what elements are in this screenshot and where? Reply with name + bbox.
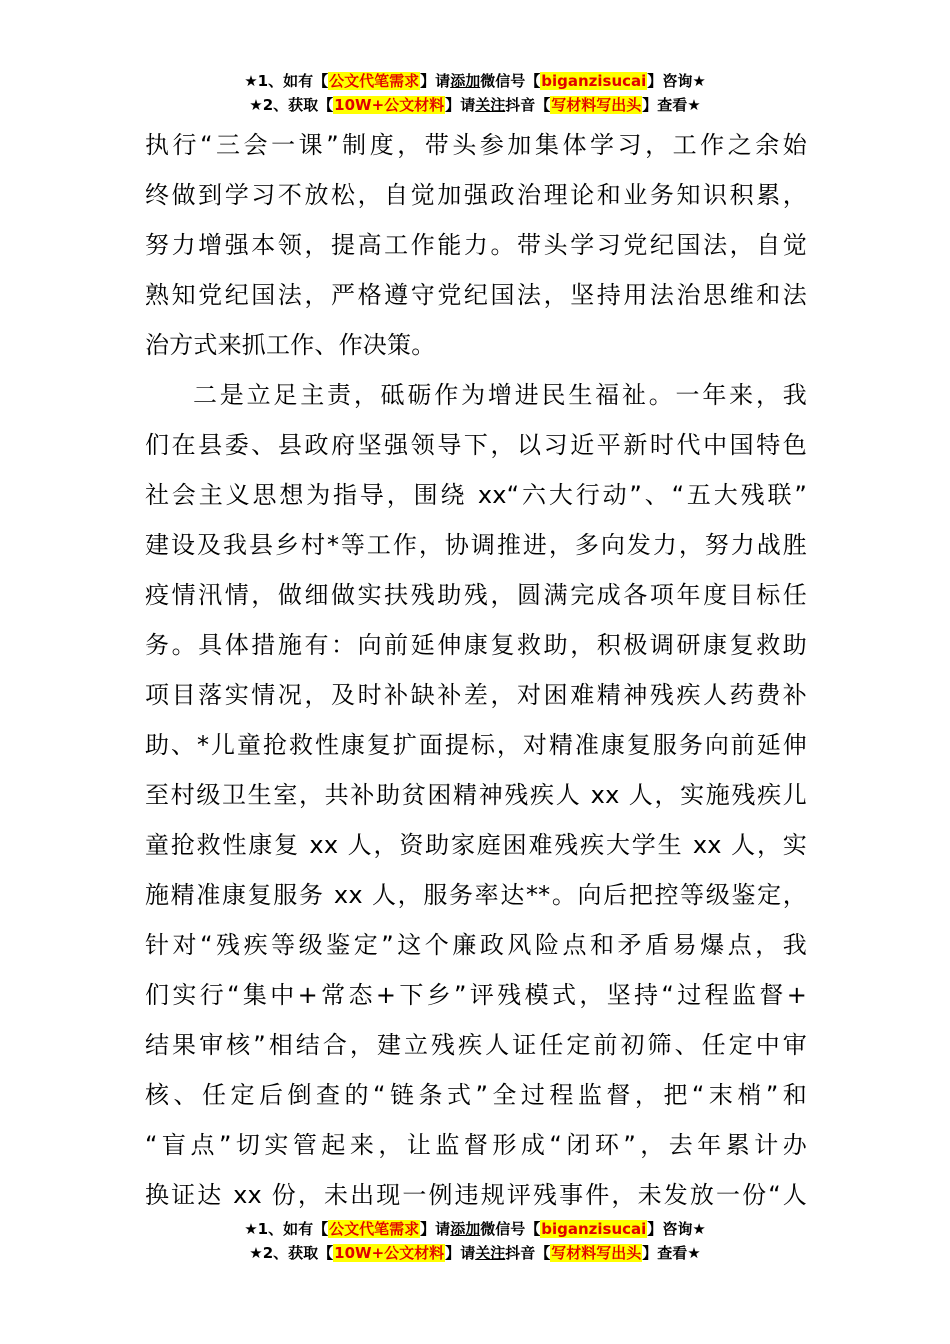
banner-text: ★2、获取 xyxy=(249,1244,319,1262)
bracket: 】 xyxy=(642,1244,658,1262)
banner-text: ★2、获取 xyxy=(249,96,319,114)
text-line: 核、任定后倒查的“链条式”全过程监督，把“末梢”和 xyxy=(145,1081,807,1109)
underlined-text: 添加 xyxy=(450,72,481,90)
text-line: 童抢救性康复 xx 人，资助家庭困难残疾大学生 xx 人，实 xyxy=(145,831,807,859)
banner-text: 请 xyxy=(460,96,476,114)
text-line: 项目落实情况，及时补缺补差，对困难精神残疾人药费补 xyxy=(145,681,807,709)
banner-text: 请 xyxy=(435,72,451,90)
banner-text: 抖音 xyxy=(505,1244,536,1262)
banner-text: ★1、如有 xyxy=(244,72,314,90)
text-line: 建设及我县乡村*等工作，协调推进，多向发力，努力战胜 xyxy=(145,531,807,559)
highlight-materials: 10W+公文材料 xyxy=(334,96,445,114)
banner-text: 抖音 xyxy=(505,96,536,114)
text-line: 施精准康复服务 xx 人，服务率达**。向后把控等级鉴定， xyxy=(145,881,807,909)
bracket: 】 xyxy=(420,1220,436,1238)
bracket: 】 xyxy=(647,1220,663,1238)
highlight-douyin-account: 写材料写出头 xyxy=(551,1244,642,1262)
highlight-wechat-id: biganzisucai xyxy=(541,72,647,90)
bracket: 】 xyxy=(647,72,663,90)
bracket: 】 xyxy=(445,96,461,114)
bracket: 【 xyxy=(318,96,334,114)
text-line: “盲点”切实管起来，让监督形成“闭环”，去年累计办 xyxy=(145,1131,807,1159)
highlight-service: 公文代笔需求 xyxy=(329,72,420,90)
banner-text: 微信号 xyxy=(480,72,526,90)
text-line: 社会主义思想为指导，围绕 xx“六大行动”、“五大残联” xyxy=(145,481,807,509)
bracket: 【 xyxy=(535,96,551,114)
highlight-service: 公文代笔需求 xyxy=(329,1220,420,1238)
text-line: 执行“三会一课”制度，带头参加集体学习，工作之余始 xyxy=(145,131,807,159)
text-line: 助、*儿童抢救性康复扩面提标，对精准康复服务向前延伸 xyxy=(145,731,807,759)
bracket: 【 xyxy=(313,1220,329,1238)
underlined-text: 关注 xyxy=(475,96,506,114)
banner-line-2 xyxy=(0,94,950,118)
underlined-text: 关注 xyxy=(475,1244,506,1262)
highlight-materials: 10W+公文材料 xyxy=(334,1244,445,1262)
underlined-text: 添加 xyxy=(450,1220,481,1238)
banner-line-2 xyxy=(0,1242,950,1266)
banner-text: 微信号 xyxy=(480,1220,526,1238)
banner-line-1 xyxy=(0,1218,950,1242)
banner-line-1 xyxy=(0,70,950,94)
paragraph-start-line: 二是立足主责，砥砺作为增进民生福祉。一年来，我 xyxy=(193,381,807,409)
banner-text: 查看★ xyxy=(657,96,701,114)
bracket: 【 xyxy=(525,72,541,90)
text-line: 至村级卫生室，共补助贫困精神残疾人 xx 人，实施残疾儿 xyxy=(145,781,807,809)
text-line: 终做到学习不放松，自觉加强政治理论和业务知识积累， xyxy=(145,181,807,209)
bracket: 【 xyxy=(535,1244,551,1262)
banner-text: 请 xyxy=(435,1220,451,1238)
text-line: 疫情汛情，做细做实扶残助残，圆满完成各项年度目标任 xyxy=(145,581,807,609)
text-line: 换证达 xx 份，未出现一例违规评残事件，未发放一份“人 xyxy=(145,1181,807,1209)
text-line: 针对“残疾等级鉴定”这个廉政风险点和矛盾易爆点，我 xyxy=(145,931,807,959)
text-line: 结果审核”相结合，建立残疾人证任定前初筛、任定中审 xyxy=(145,1031,807,1059)
banner-text: 请 xyxy=(460,1244,476,1262)
banner-text: 咨询★ xyxy=(662,72,706,90)
footer-banner xyxy=(0,1218,950,1266)
text-line: 努力增强本领，提高工作能力。带头学习党纪国法，自觉 xyxy=(145,231,807,259)
bracket: 【 xyxy=(525,1220,541,1238)
highlight-douyin-account: 写材料写出头 xyxy=(551,96,642,114)
highlight-wechat-id: biganzisucai xyxy=(541,1220,647,1238)
text-line: 务。具体措施有：向前延伸康复救助，积极调研康复救助 xyxy=(145,631,807,659)
text-line: 们实行“集中+常态+下乡”评残模式，坚持“过程监督+ xyxy=(145,981,807,1009)
bracket: 】 xyxy=(420,72,436,90)
banner-text: 查看★ xyxy=(657,1244,701,1262)
document-body xyxy=(145,120,807,1220)
header-banner xyxy=(0,70,950,118)
bracket: 】 xyxy=(445,1244,461,1262)
text-line: 熟知党纪国法，严格遵守党纪国法，坚持用法治思维和法 xyxy=(145,281,807,309)
bracket: 】 xyxy=(642,96,658,114)
banner-text: ★1、如有 xyxy=(244,1220,314,1238)
bracket: 【 xyxy=(318,1244,334,1262)
bracket: 【 xyxy=(313,72,329,90)
text-line: 治方式来抓工作、作决策。 xyxy=(145,331,436,359)
banner-text: 咨询★ xyxy=(662,1220,706,1238)
text-line: 们在县委、县政府坚强领导下，以习近平新时代中国特色 xyxy=(145,431,807,459)
